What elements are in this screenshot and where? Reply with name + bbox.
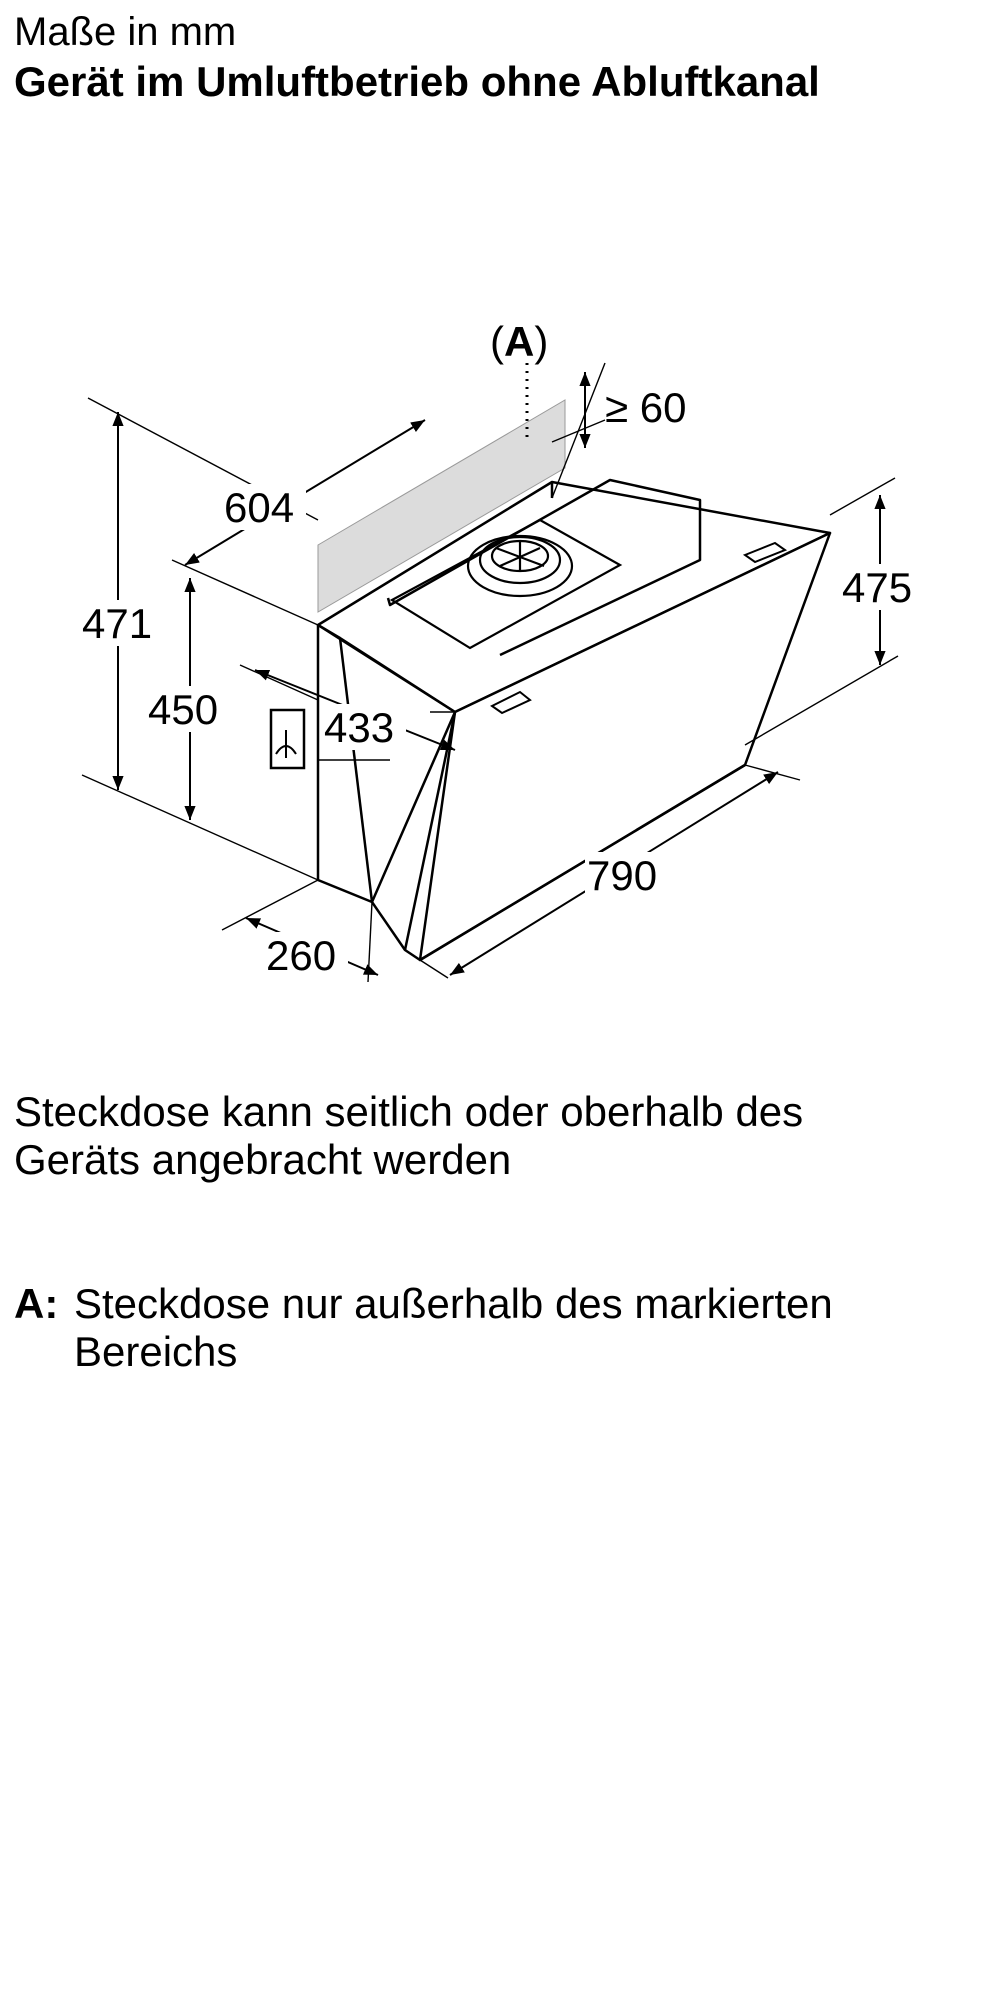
socket-note-line-2: Geräts angebracht werden bbox=[14, 1136, 512, 1183]
socket-note-line-1: Steckdose kann seitlich oder oberhalb des bbox=[14, 1088, 804, 1135]
zone-label-a: (A) bbox=[490, 318, 549, 365]
dim-label-total-height: 471 bbox=[82, 600, 153, 647]
socket-icon bbox=[271, 710, 304, 768]
dim-label-clearance-top: ≥ 60 bbox=[605, 384, 687, 431]
legend-line-1: Steckdose nur außerhalb des markierten bbox=[74, 1280, 833, 1327]
dim-label-wall-height: 450 bbox=[148, 686, 219, 733]
dim-label-bottom-depth: 260 bbox=[266, 932, 337, 979]
legend-line-2: Bereichs bbox=[74, 1328, 238, 1375]
legend-key: A: bbox=[14, 1280, 59, 1327]
units-note: Maße in mm bbox=[14, 10, 237, 54]
dim-label-width: 604 bbox=[224, 484, 295, 531]
socket-placement-note bbox=[14, 1088, 974, 1184]
page-title: Gerät im Umluftbetrieb ohne Abluftkanal bbox=[14, 58, 820, 105]
dim-label-side-depth: 433 bbox=[324, 704, 395, 751]
dim-label-front-height: 475 bbox=[842, 564, 913, 611]
dim-label-front-width: 790 bbox=[587, 852, 658, 899]
legend-description bbox=[74, 1280, 833, 1376]
